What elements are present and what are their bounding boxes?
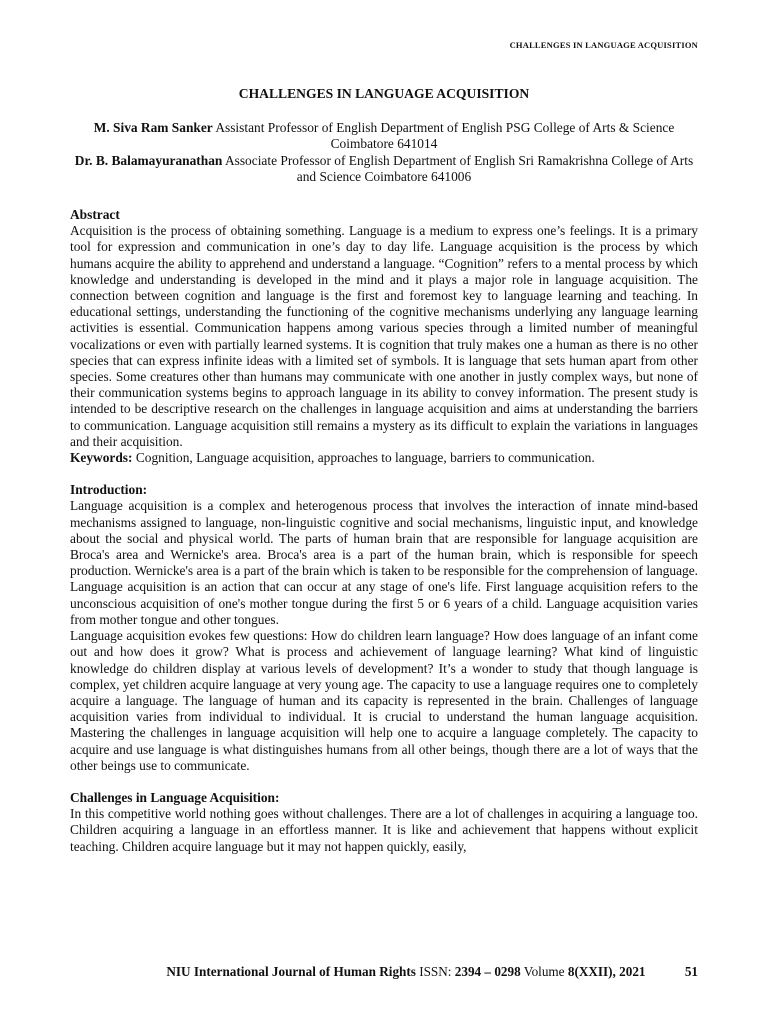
article-title: CHALLENGES IN LANGUAGE ACQUISITION (238, 86, 530, 101)
introduction-paragraph-2: Language acquisition evokes few questions: How do children learn language? How does language of an infant come out and how does it grow? What is process and achievement of language learning? What kind of linguistic knowledge do children display at various levels of development? It’s a wonder to study that though language is complex, yet children acquire language at very young age. The capacity to use a language requires one to completely acquire a language. The language of human and its capacity is represented in the brain. Challenges of language acquisition varies from individual to individual. It is crucial to understand the human language acquisition. Mastering the challenges in language acquisition will help one to acquire a language completely. The capacity to acquire and use language is what distinguishes humans from all other beings, though there are a lot of ways that the other beings use to communicate. (70, 628, 698, 773)
author-1-name: M. Siva Ram Sanker (93, 120, 213, 136)
challenges-paragraph: In this competitive world nothing goes without challenges. There are a lot of challenges in acquiring a language too. Children acquiring a language in an effortless manner. It is like and achievement that happens without explicit teaching. Children acquire language but it may not happen quickly, easily, (70, 806, 698, 854)
author-2-name: Dr. B. Balamayuranathan (74, 152, 223, 168)
author-2-affiliation: Associate Professor of English Department of English Sri Ramakrishna College of Arts and Science Coimbatore 641006 (224, 152, 694, 184)
keywords-line (70, 450, 698, 466)
volume-number: 8(XXII), 2021 (567, 964, 646, 979)
author-2 (70, 153, 698, 185)
abstract-heading: Abstract (70, 207, 120, 223)
keywords-text: Cognition, Language acquisition, approaches to language, barriers to communication. (135, 450, 595, 466)
page-footer (70, 964, 698, 980)
article-body (70, 86, 698, 855)
author-block (70, 120, 698, 185)
journal-name: NIU International Journal of Human Rights (166, 964, 416, 979)
author-1 (70, 120, 698, 152)
author-1-affiliation: Assistant Professor of English Department of English PSG College of Arts & Science Coimbatore 641014 (215, 120, 675, 152)
running-head: CHALLENGES IN LANGUAGE ACQUISITION (509, 40, 698, 50)
page-number: 51 (684, 964, 698, 979)
keywords-label: Keywords: (70, 450, 133, 466)
challenges-heading: Challenges in Language Acquisition: (70, 789, 280, 805)
volume-label: Volume (523, 964, 565, 979)
introduction-paragraph-1: Language acquisition is a complex and heterogenous process that involves the interaction of innate mind-based mechanisms assigned to language, non-linguistic cognitive and social mechanisms, linguistic input, and knowledge about the social and physical world. The parts of human brain that are responsible for language acquisition are Broca's area and Wernicke's area. Broca's area is a part of the human brain, which is responsible for speech production. Wernicke's area is a part of the brain which is taken to be responsible for the comprehension of language. Language acquisition is an action that can occur at any stage of one's life. First language acquisition refers to the unconscious acquisition of one's mother tongue during the first 5 or 6 years of a child. Language acquisition varies from mother tongue and other tongues. (70, 498, 698, 627)
abstract-text: Acquisition is the process of obtaining something. Language is a medium to express one’s feelings. It is a primary tool for expression and communication in one’s day to day life. Language acquisition is the process by which humans acquire the ability to apprehend and understand a language. “Cognition” refers to a mental process by which knowledge and understanding is developed in the mind and it plays a major role in language acquisition. The connection between cognition and language is the first and foremost key to language learning and teaching. In educational settings, understanding the functioning of the cognitive mechanisms underlying any language learning activities is essential. Communication happens among various species through a limited number of meaningful vocalizations or even with partially learned systems. It is cognition that truly makes one a human as there is no other species that can express infinite ideas with a limited set of symbols. It is language that sets human apart from other species. Some creatures other than humans may communicate with one another in justly complex ways, but none of their communication systems begins to approach language in its ability to convey information. The present study is intended to be descriptive research on the challenges in language acquisition and aims at understanding the barriers to communication. Language acquisition still remains a mystery as its difficult to explain the variations in languages and their acquisition. (70, 223, 698, 449)
issn-number: 2394 – 0298 (454, 964, 521, 979)
issn-label: ISSN: (419, 964, 452, 979)
introduction-heading: Introduction: (70, 482, 148, 498)
